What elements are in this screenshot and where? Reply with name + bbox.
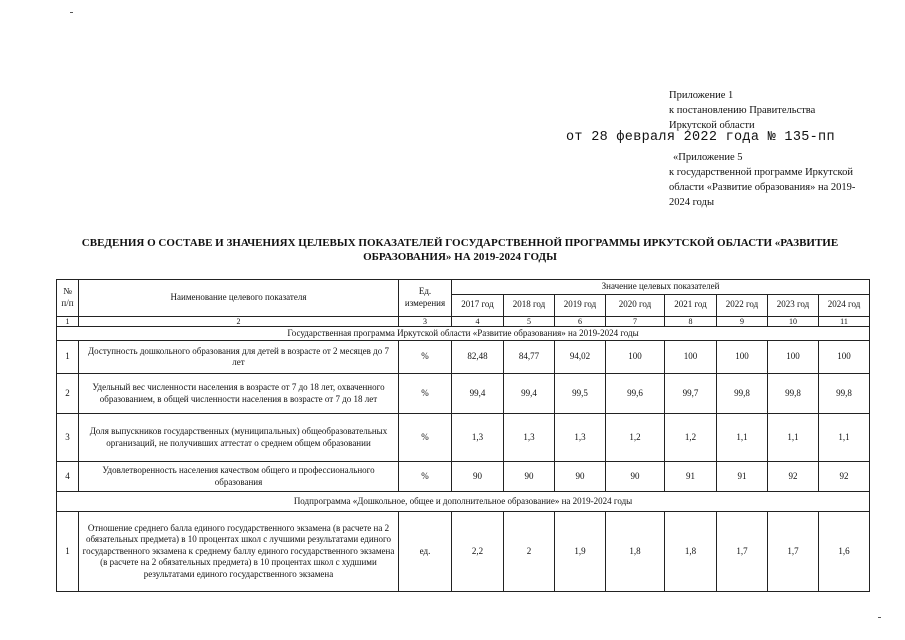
value-cell: 99,5 xyxy=(555,374,606,414)
indicator-name: Отношение среднего балла единого государственного экзамена (в расчете на 2 обязательных предмета) в 10 процентах школ с лучшими результатами единого государственного экзамена к среднему баллу единого государственного экзамена (в расчете на 2 обязательных предмета) в 10 процентах школ с худшими результатами единого государственного экзамена xyxy=(79,512,399,592)
value-cell: 100 xyxy=(665,341,717,374)
table-row xyxy=(57,341,870,374)
column-number: 4 xyxy=(452,316,504,326)
value-cell: 99,8 xyxy=(768,374,819,414)
unit-cell: % xyxy=(399,414,452,462)
column-number: 9 xyxy=(717,316,768,326)
column-number: 6 xyxy=(555,316,606,326)
indicator-name: Доля выпускников государственных (муниципальных) общеобразовательных организаций, не получивших аттестат о среднем общем образовании xyxy=(79,414,399,462)
value-cell: 100 xyxy=(606,341,665,374)
unit-cell: % xyxy=(399,462,452,492)
table-row xyxy=(57,462,870,492)
section-title: Государственная программа Иркутской области «Развитие образования» на 2019-2024 годы xyxy=(57,326,870,341)
value-cell: 2 xyxy=(504,512,555,592)
value-cell: 1,1 xyxy=(768,414,819,462)
year-header: 2022 год xyxy=(717,294,768,316)
value-cell: 1,2 xyxy=(665,414,717,462)
annex-line: к государственной программе Иркутской xyxy=(669,167,853,178)
value-cell: 99,4 xyxy=(452,374,504,414)
value-cell: 1,7 xyxy=(768,512,819,592)
value-cell: 94,02 xyxy=(555,341,606,374)
indicator-name: Удовлетворенность населения качеством общего и профессионального образования xyxy=(79,462,399,492)
value-cell: 100 xyxy=(819,341,870,374)
value-cell: 1,8 xyxy=(665,512,717,592)
value-cell: 1,7 xyxy=(717,512,768,592)
value-cell: 90 xyxy=(606,462,665,492)
value-cell: 1,3 xyxy=(452,414,504,462)
header-unit: Ед. измерения xyxy=(399,280,452,317)
year-header: 2023 год xyxy=(768,294,819,316)
year-header: 2024 год xyxy=(819,294,870,316)
value-cell: 1,1 xyxy=(717,414,768,462)
title-line: ОБРАЗОВАНИЯ» НА 2019-2024 ГОДЫ xyxy=(363,251,557,263)
document-title xyxy=(40,236,880,264)
value-cell: 99,7 xyxy=(665,374,717,414)
column-number: 7 xyxy=(606,316,665,326)
column-number: 5 xyxy=(504,316,555,326)
annex-1-block xyxy=(669,88,815,133)
value-cell: 90 xyxy=(452,462,504,492)
section-title: Подпрограмма «Дошкольное, общее и дополнительное образование» на 2019-2024 годы xyxy=(57,492,870,512)
header-indicator-name: Наименование целевого показателя xyxy=(79,280,399,317)
column-numbers-row xyxy=(57,316,870,326)
section-row xyxy=(57,326,870,341)
header-number: № п/п xyxy=(57,280,79,317)
value-cell: 1,6 xyxy=(819,512,870,592)
value-cell: 99,8 xyxy=(717,374,768,414)
header-row xyxy=(57,280,870,295)
value-cell: 1,1 xyxy=(819,414,870,462)
annex-line: области «Развитие образования» на 2019- xyxy=(669,182,856,193)
annex-5-block xyxy=(669,150,879,210)
table-row xyxy=(57,414,870,462)
column-number: 11 xyxy=(819,316,870,326)
annex-line: к постановлению Правительства xyxy=(669,105,816,116)
annex-line: 2024 годы xyxy=(669,197,715,208)
value-cell: 91 xyxy=(665,462,717,492)
value-cell: 100 xyxy=(717,341,768,374)
table-row xyxy=(57,374,870,414)
indicator-name: Доступность дошкольного образования для детей в возрасте от 2 месяцев до 7 лет xyxy=(79,341,399,374)
unit-cell: % xyxy=(399,341,452,374)
row-number: 4 xyxy=(57,462,79,492)
scan-mark xyxy=(878,617,881,618)
value-cell: 1,3 xyxy=(555,414,606,462)
section-row xyxy=(57,492,870,512)
value-cell: 92 xyxy=(819,462,870,492)
year-header: 2018 год xyxy=(504,294,555,316)
row-number: 2 xyxy=(57,374,79,414)
year-header: 2021 год xyxy=(665,294,717,316)
value-cell: 1,3 xyxy=(504,414,555,462)
row-number: 1 xyxy=(57,512,79,592)
unit-cell: ед. xyxy=(399,512,452,592)
title-line: СВЕДЕНИЯ О СОСТАВЕ И ЗНАЧЕНИЯХ ЦЕЛЕВЫХ ПОКАЗАТЕЛЕЙ ГОСУДАРСТВЕННОЙ ПРОГРАММЫ ИРКУТСКОЙ ОБЛАСТИ «РАЗВИТИЕ xyxy=(81,237,839,249)
unit-cell: % xyxy=(399,374,452,414)
column-number: 1 xyxy=(57,316,79,326)
value-cell: 99,8 xyxy=(819,374,870,414)
value-cell: 90 xyxy=(555,462,606,492)
scan-mark xyxy=(70,12,73,13)
row-number: 3 xyxy=(57,414,79,462)
header-values: Значение целевых показателей xyxy=(452,280,870,295)
resolution-date: от 28 февраля 2022 года № 135-пп xyxy=(566,130,835,145)
indicator-name: Удельный вес численности населения в возрасте от 7 до 18 лет, охваченного образованием, в общей численности населения в возрасте от 7 до 18 лет xyxy=(79,374,399,414)
year-header: 2019 год xyxy=(555,294,606,316)
column-number: 8 xyxy=(665,316,717,326)
column-number: 2 xyxy=(79,316,399,326)
value-cell: 91 xyxy=(717,462,768,492)
column-number: 10 xyxy=(768,316,819,326)
annex-line: «Приложение 5 xyxy=(673,152,743,163)
indicators-table xyxy=(56,279,870,592)
year-header: 2020 год xyxy=(606,294,665,316)
value-cell: 1,8 xyxy=(606,512,665,592)
value-cell: 99,6 xyxy=(606,374,665,414)
row-number: 1 xyxy=(57,341,79,374)
annex-line: Приложение 1 xyxy=(669,90,734,101)
value-cell: 90 xyxy=(504,462,555,492)
value-cell: 84,77 xyxy=(504,341,555,374)
value-cell: 2,2 xyxy=(452,512,504,592)
value-cell: 1,2 xyxy=(606,414,665,462)
value-cell: 82,48 xyxy=(452,341,504,374)
year-header: 2017 год xyxy=(452,294,504,316)
value-cell: 99,4 xyxy=(504,374,555,414)
value-cell: 100 xyxy=(768,341,819,374)
value-cell: 92 xyxy=(768,462,819,492)
annex-line: Иркутской области xyxy=(669,120,755,131)
column-number: 3 xyxy=(399,316,452,326)
value-cell: 1,9 xyxy=(555,512,606,592)
table-row xyxy=(57,512,870,592)
